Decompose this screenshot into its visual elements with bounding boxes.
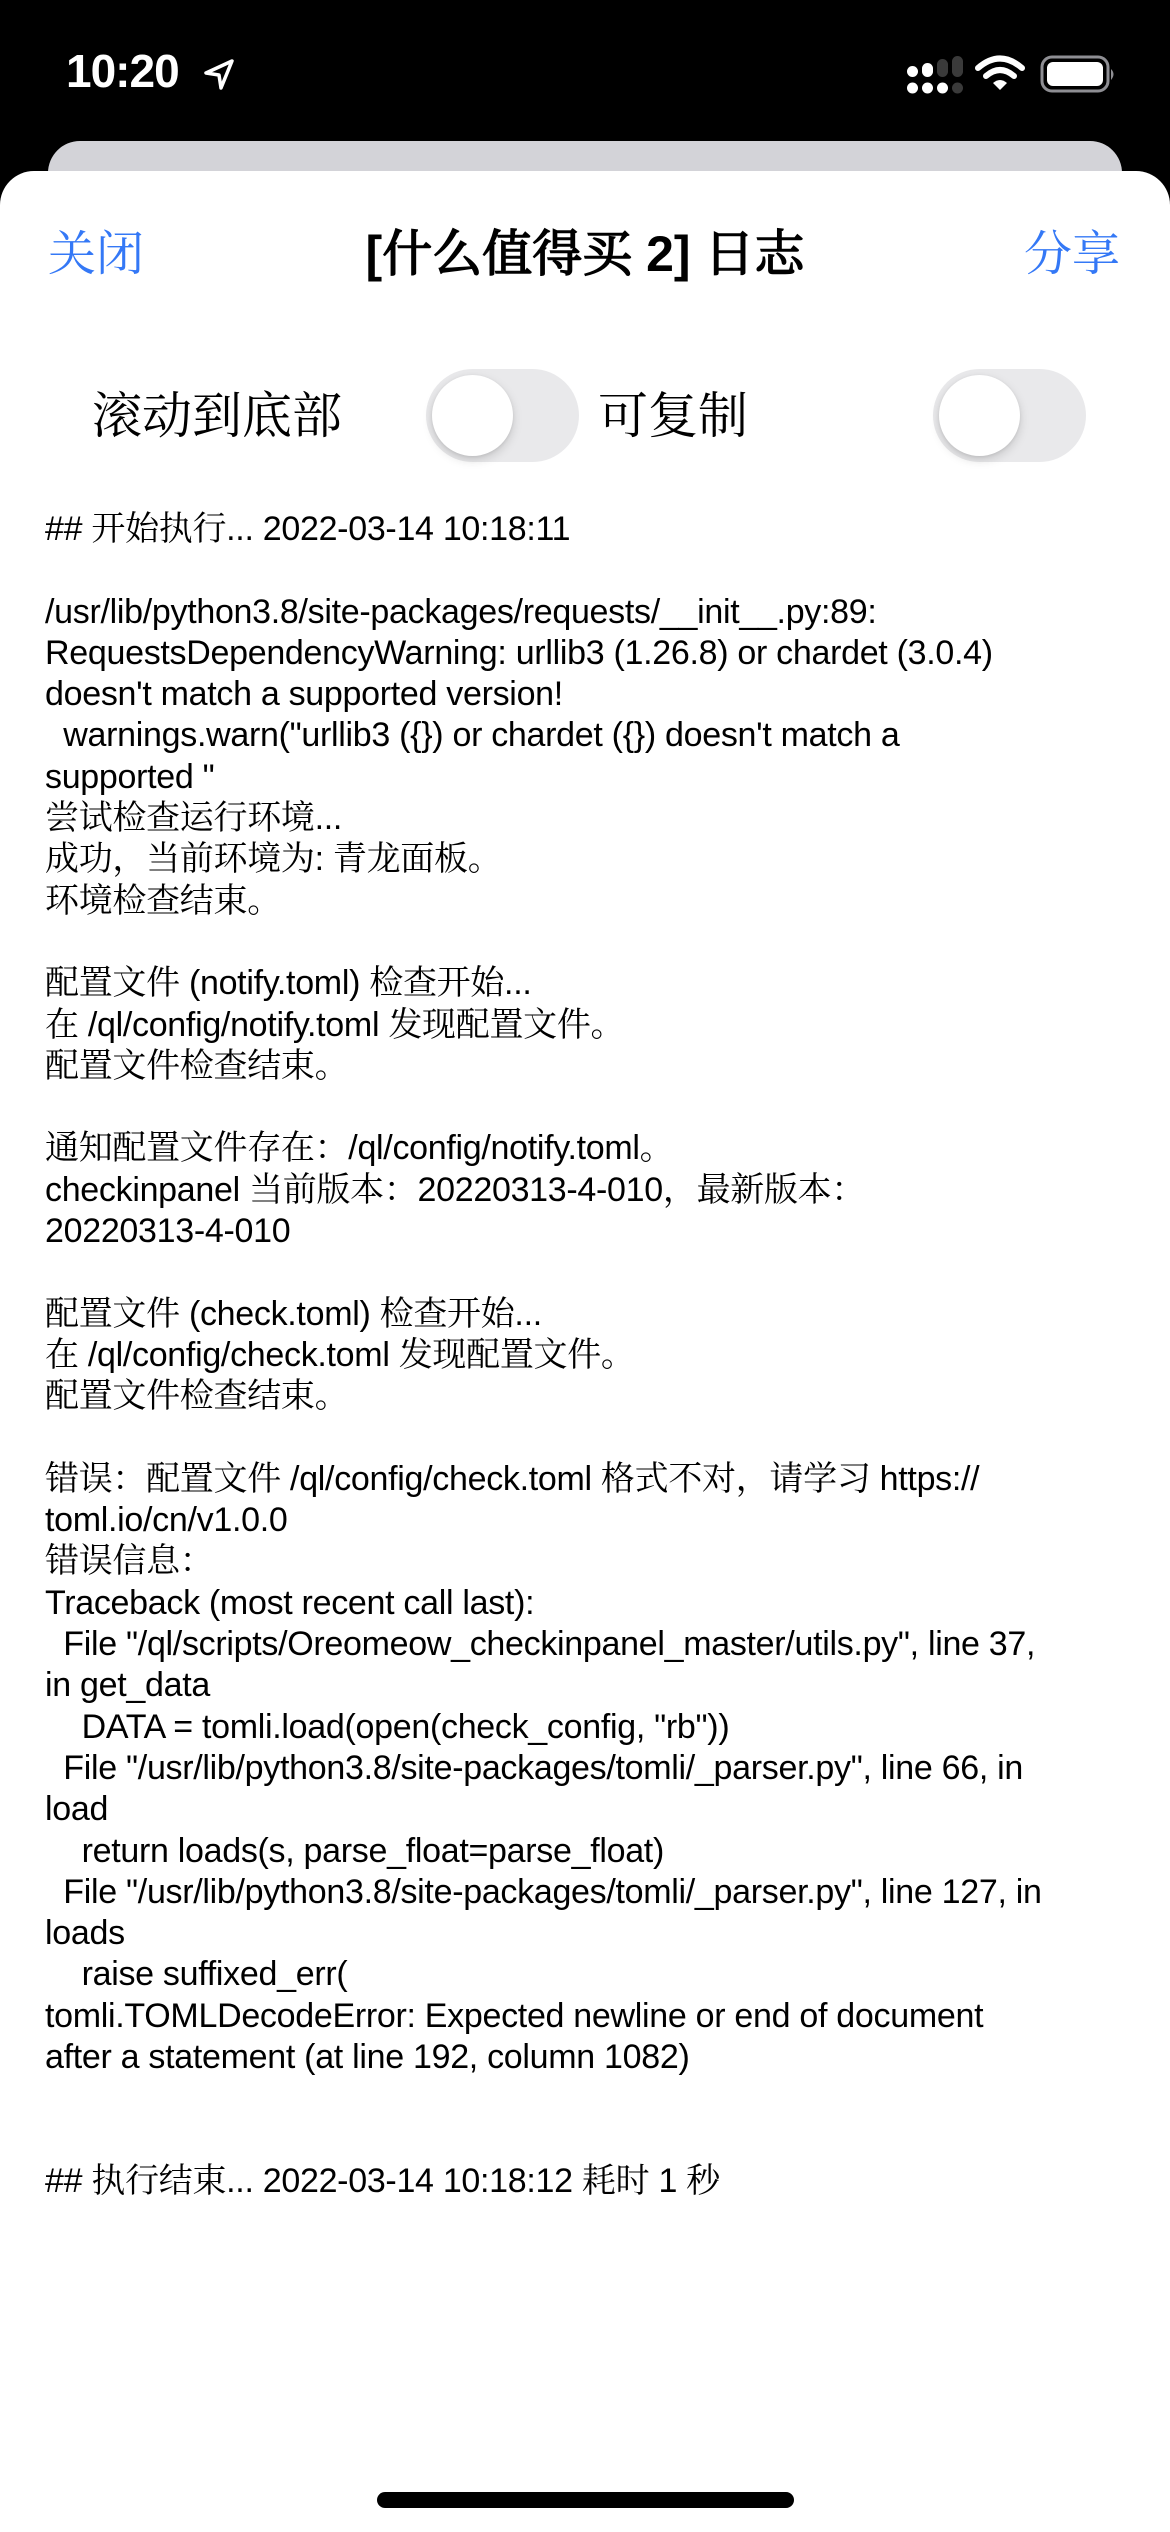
log-line: ## 执行结束... 2022-03-14 10:18:12 耗时 1 秒 bbox=[45, 2161, 720, 2200]
log-line: /usr/lib/python3.8/site-packages/requests/__init__.py:89: bbox=[45, 592, 877, 631]
log-line: supported " bbox=[45, 757, 215, 796]
log-line: loads bbox=[45, 1914, 125, 1953]
log-line: 错误：配置文件 /ql/config/check.toml 格式不对，请学习 https:// bbox=[45, 1459, 980, 1498]
log-line: checkinpanel 当前版本：20220313-4-010，最新版本： bbox=[45, 1170, 866, 1209]
log-line: after a statement (at line 192, column 1082) bbox=[45, 2037, 690, 2076]
log-line: 配置文件检查结束。 bbox=[45, 1046, 349, 1085]
log-line bbox=[45, 1252, 1145, 1293]
log-line: toml.io/cn/v1.0.0 bbox=[45, 1501, 288, 1540]
log-line: 配置文件 (notify.toml) 检查开始... bbox=[45, 964, 532, 1003]
log-line: 配置文件检查结束。 bbox=[45, 1377, 349, 1416]
dual-sim-signal-icon bbox=[907, 56, 979, 94]
log-line: warnings.warn("urllib3 ({}) or chardet ({}) doesn't match a bbox=[45, 716, 900, 755]
log-line: File "/usr/lib/python3.8/site-packages/tomli/_parser.py", line 127, in bbox=[45, 1872, 1042, 1911]
toggle-knob bbox=[939, 375, 1020, 456]
log-line: raise suffixed_err( bbox=[45, 1955, 348, 1994]
page-title: [什么值得买 2] 日志 bbox=[365, 226, 805, 282]
log-line bbox=[45, 1418, 1145, 1459]
location-arrow-icon bbox=[202, 58, 236, 92]
log-line: RequestsDependencyWarning: urllib3 (1.26.8) or chardet (3.0.4) bbox=[45, 633, 993, 672]
scroll-to-bottom-toggle[interactable] bbox=[426, 369, 579, 462]
log-line: tomli.TOMLDecodeError: Expected newline or end of document bbox=[45, 1996, 984, 2035]
log-line: load bbox=[45, 1790, 109, 1829]
log-line bbox=[45, 1087, 1145, 1128]
log-line: 尝试检查运行环境... bbox=[45, 799, 343, 838]
close-button[interactable]: 关闭 bbox=[48, 228, 145, 281]
log-line: 成功，当前环境为: 青龙面板。 bbox=[45, 840, 502, 879]
log-line: in get_data bbox=[45, 1666, 210, 1705]
log-line: 在 /ql/config/notify.toml 发现配置文件。 bbox=[45, 1005, 625, 1044]
home-indicator[interactable] bbox=[377, 2492, 794, 2508]
copyable-label: 可复制 bbox=[598, 388, 748, 444]
wifi-icon bbox=[975, 55, 1025, 93]
log-line: ## 开始执行... 2022-03-14 10:18:11 bbox=[45, 510, 571, 548]
log-line bbox=[45, 2120, 1145, 2161]
copyable-toggle[interactable] bbox=[933, 369, 1086, 462]
log-line: doesn't match a supported version! bbox=[45, 675, 563, 714]
log-line bbox=[45, 922, 1145, 963]
battery-icon bbox=[1040, 55, 1118, 95]
log-line: 通知配置文件存在：/ql/config/notify.toml。 bbox=[45, 1129, 674, 1168]
log-line: 20220313-4-010 bbox=[45, 1212, 291, 1251]
scroll-to-bottom-label: 滚动到底部 bbox=[92, 388, 342, 444]
log-line bbox=[45, 550, 1145, 591]
log-line: 环境检查结束。 bbox=[45, 881, 281, 920]
share-button[interactable]: 分享 bbox=[1023, 228, 1120, 281]
log-line: 错误信息： bbox=[45, 1542, 214, 1581]
log-line: 配置文件 (check.toml) 检查开始... bbox=[45, 1294, 542, 1333]
log-line: File "/usr/lib/python3.8/site-packages/tomli/_parser.py", line 66, in bbox=[45, 1748, 1024, 1787]
toggle-knob bbox=[432, 375, 513, 456]
log-line: 在 /ql/config/check.toml 发现配置文件。 bbox=[45, 1335, 635, 1374]
log-text[interactable] bbox=[45, 509, 1145, 2202]
status-bar bbox=[0, 0, 1170, 140]
log-line: Traceback (most recent call last): bbox=[45, 1583, 535, 1622]
status-time: 10:20 bbox=[66, 45, 179, 97]
log-line: File "/ql/scripts/Oreomeow_checkinpanel_master/utils.py", line 37, bbox=[45, 1625, 1036, 1664]
log-line: return loads(s, parse_float=parse_float) bbox=[45, 1831, 664, 1870]
log-line bbox=[45, 2078, 1145, 2119]
log-line: DATA = tomli.load(open(check_config, "rb")) bbox=[45, 1707, 730, 1746]
